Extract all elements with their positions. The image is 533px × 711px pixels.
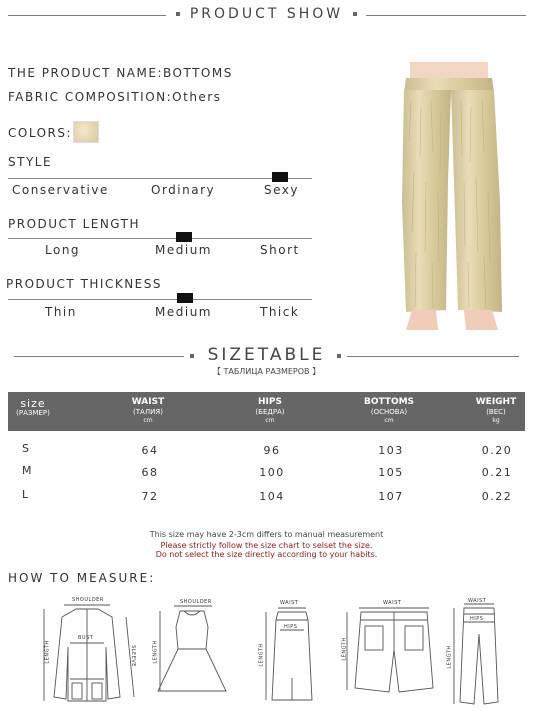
style-title: STYLE xyxy=(8,155,53,169)
cell-hips: 100 xyxy=(259,466,285,479)
cell-weight: 0.22 xyxy=(481,490,513,503)
style-option-ordinary: Ordinary xyxy=(151,183,216,197)
label-shoulder: SHOULDER xyxy=(180,599,212,605)
length-title: PRODUCT LENGTH xyxy=(8,217,141,231)
length-option-long: Long xyxy=(45,243,81,257)
col-size: size (РАЗМЕР) xyxy=(16,397,50,417)
sizetable-dot-right xyxy=(337,354,341,358)
label-sleeve: SLEEVE xyxy=(129,645,136,667)
label-length: LENGTH xyxy=(258,643,265,667)
length-option-medium: Medium xyxy=(155,243,212,257)
thickness-option-thick: Thick xyxy=(260,305,300,319)
thickness-title: PRODUCT THICKNESS xyxy=(6,277,162,291)
cell-size: M xyxy=(22,464,33,477)
header-rule-right xyxy=(366,15,526,16)
col-weight: WEIGHT (ВЕС) kg xyxy=(475,397,517,424)
dress-measure-figure xyxy=(150,597,232,701)
cell-weight: 0.21 xyxy=(481,466,513,479)
col-waist: WAIST (ТАЛИЯ) cm xyxy=(131,397,165,424)
thickness-option-thin: Thin xyxy=(45,305,77,319)
size-table-header xyxy=(8,392,525,431)
style-option-sexy: Sexy xyxy=(264,183,299,197)
sizetable-title: SIZETABLE xyxy=(207,345,326,365)
sizetable-rule-right xyxy=(347,356,519,357)
cell-size: L xyxy=(22,488,30,501)
sizetable-subtitle: 【 ТАБЛИЦА РАЗМЕРОВ 】 xyxy=(212,367,321,376)
header-dot-right xyxy=(353,12,357,16)
product-name: THE PRODUCT NAME:BOTTOMS xyxy=(8,66,233,80)
cell-bottoms: 103 xyxy=(378,444,404,457)
label-hips: HIPS xyxy=(470,616,484,622)
cell-hips: 96 xyxy=(263,444,281,457)
cell-weight: 0.20 xyxy=(481,444,513,457)
trousers-measure-figure xyxy=(446,598,510,708)
skirt-measure-figure xyxy=(258,600,322,704)
label-waist: WAIST xyxy=(468,598,487,604)
label-shoulder: SHOULDER xyxy=(72,597,104,603)
label-waist: WAIST xyxy=(280,600,299,606)
note-measurement: This size may have 2-3cm differs to manual measurement xyxy=(149,530,384,539)
label-length: LENGTH xyxy=(446,645,453,669)
cell-bottoms: 105 xyxy=(378,466,404,479)
label-bust: BUST xyxy=(78,635,94,641)
note-follow-chart: Please strictly follow the size chart to selset the size. xyxy=(160,541,373,550)
fabric-label: FABRIC COMPOSITION: xyxy=(8,90,173,104)
cell-bottoms: 107 xyxy=(378,490,404,503)
thickness-option-medium: Medium xyxy=(155,305,212,319)
section-title-product-show: PRODUCT SHOW xyxy=(189,6,344,22)
fabric-value: Others xyxy=(172,90,222,104)
style-marker xyxy=(272,172,288,182)
col-bottoms: BOTTOMS (ОСНОВА) cm xyxy=(363,397,415,424)
label-length: LENGTH xyxy=(44,640,51,664)
cell-hips: 104 xyxy=(259,490,285,503)
cell-waist: 68 xyxy=(141,466,159,479)
color-swatch-beige[interactable] xyxy=(73,121,99,143)
cell-waist: 64 xyxy=(141,444,159,457)
cell-size: S xyxy=(22,442,31,455)
col-hips: HIPS (БЕДРА) cm xyxy=(255,397,285,424)
thickness-scale-line xyxy=(8,299,312,300)
label-length: LENGTH xyxy=(152,640,159,664)
style-scale-line xyxy=(8,178,312,179)
jacket-measure-figure xyxy=(36,597,140,707)
how-to-measure-title: HOW TO MEASURE: xyxy=(8,571,156,585)
label-waist: WAIST xyxy=(383,600,402,606)
thickness-marker xyxy=(177,293,193,303)
length-scale-line xyxy=(8,238,312,239)
length-marker xyxy=(176,232,192,242)
label-length: LENGTH xyxy=(341,637,348,661)
product-image-pants xyxy=(396,62,508,332)
colors-label: COLORS: xyxy=(8,126,73,140)
label-hips: HIPS xyxy=(284,624,298,630)
note-habits: Do not select the size directly according to your habits. xyxy=(155,550,378,559)
length-option-short: Short xyxy=(260,243,300,257)
shorts-measure-figure xyxy=(343,600,443,696)
cell-waist: 72 xyxy=(141,490,159,503)
fabric-composition xyxy=(8,90,222,104)
style-option-conservative: Conservative xyxy=(12,183,109,197)
